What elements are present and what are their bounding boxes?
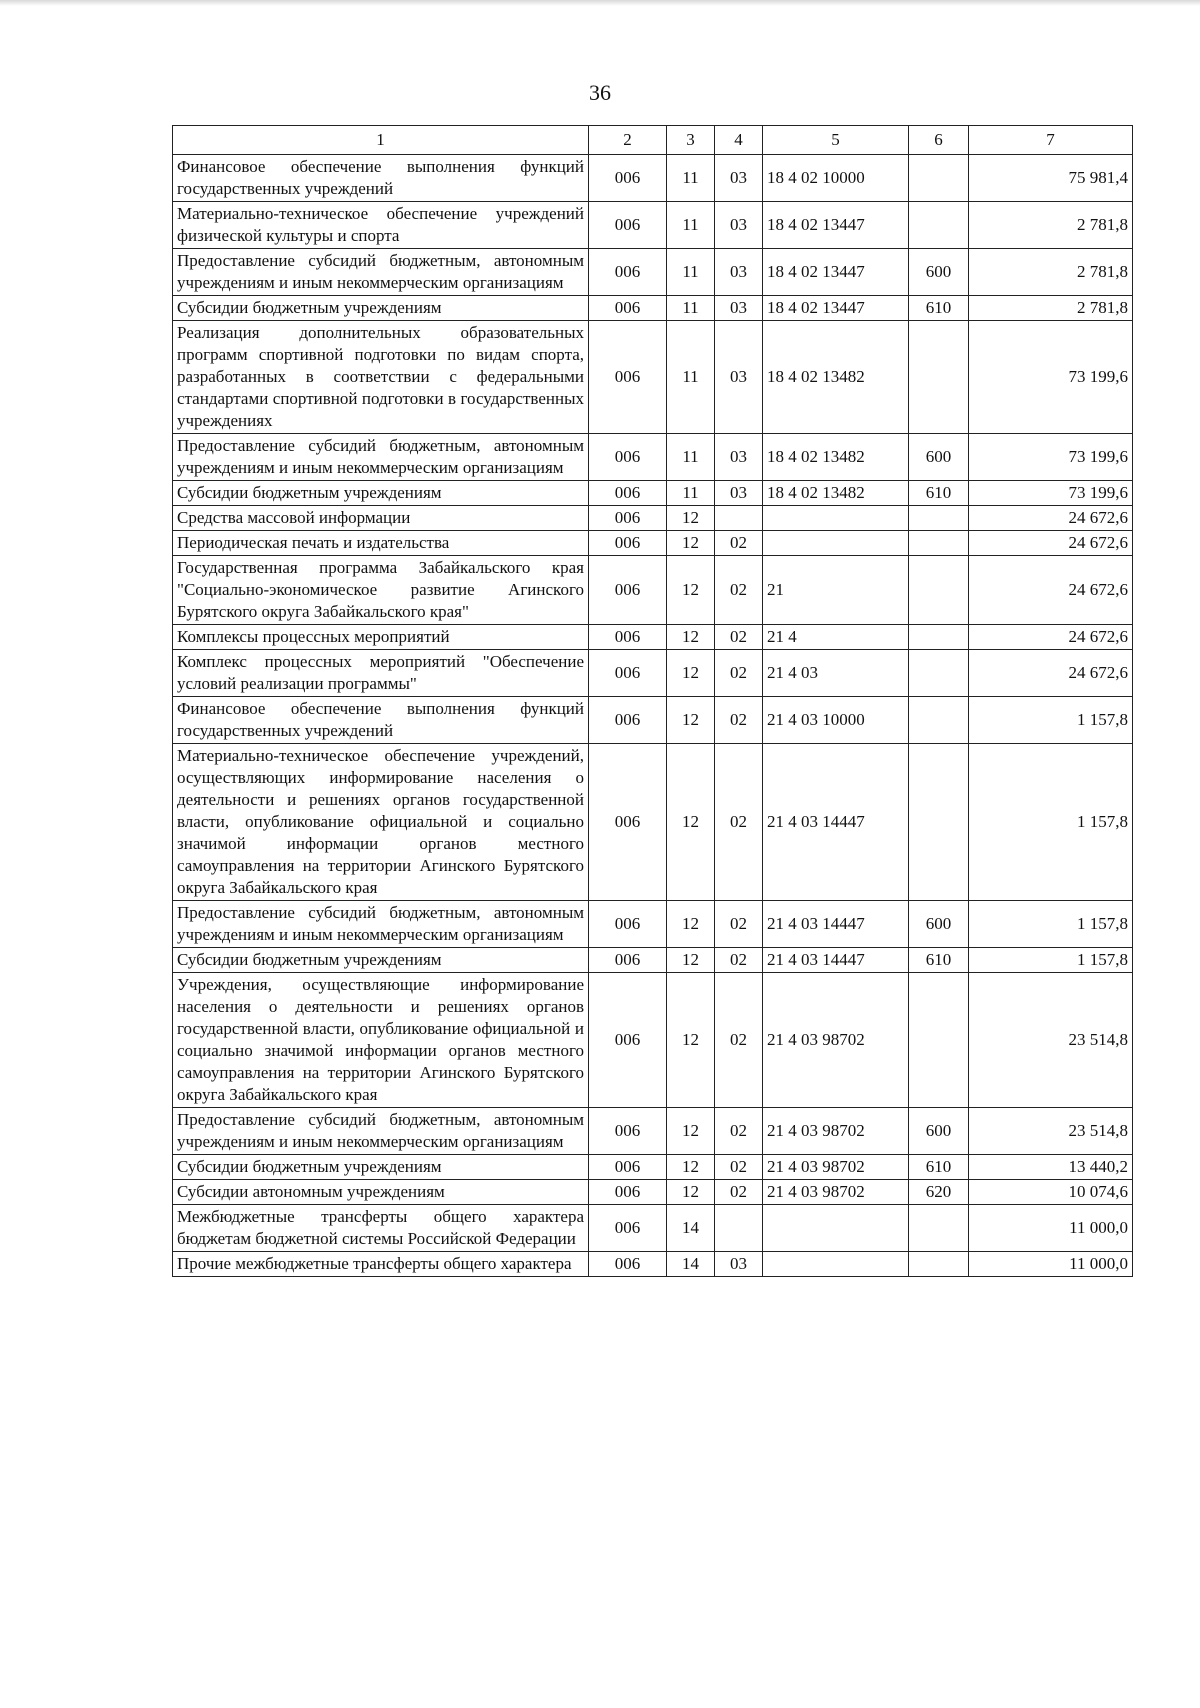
row-subsection-code: 03 <box>715 434 763 481</box>
table-row <box>173 556 1133 625</box>
row-section-code: 11 <box>667 481 715 506</box>
row-expense-type: 600 <box>909 249 969 296</box>
row-expense-type <box>909 531 969 556</box>
row-amount: 2 781,8 <box>969 202 1133 249</box>
row-amount: 24 672,6 <box>969 556 1133 625</box>
table-row <box>173 481 1133 506</box>
row-target-article: 18 4 02 10000 <box>763 155 909 202</box>
row-ministry-code: 006 <box>589 506 667 531</box>
row-section-code: 11 <box>667 202 715 249</box>
row-name: Прочие межбюджетные трансферты общего характера <box>173 1252 589 1277</box>
row-ministry-code: 006 <box>589 531 667 556</box>
row-ministry-code: 006 <box>589 948 667 973</box>
row-amount: 2 781,8 <box>969 296 1133 321</box>
row-section-code: 14 <box>667 1205 715 1252</box>
table-row <box>173 531 1133 556</box>
row-target-article: 21 <box>763 556 909 625</box>
row-target-article: 21 4 03 98702 <box>763 1108 909 1155</box>
row-subsection-code: 02 <box>715 650 763 697</box>
row-subsection-code: 02 <box>715 625 763 650</box>
table-row <box>173 434 1133 481</box>
row-ministry-code: 006 <box>589 481 667 506</box>
row-ministry-code: 006 <box>589 556 667 625</box>
row-expense-type <box>909 625 969 650</box>
row-amount: 24 672,6 <box>969 506 1133 531</box>
row-subsection-code: 03 <box>715 155 763 202</box>
header-col-4: 4 <box>715 126 763 155</box>
row-ministry-code: 006 <box>589 202 667 249</box>
row-ministry-code: 006 <box>589 901 667 948</box>
row-target-article: 18 4 02 13447 <box>763 202 909 249</box>
table-row <box>173 506 1133 531</box>
table-row <box>173 948 1133 973</box>
row-expense-type: 620 <box>909 1180 969 1205</box>
row-section-code: 12 <box>667 948 715 973</box>
row-ministry-code: 006 <box>589 697 667 744</box>
row-subsection-code: 02 <box>715 556 763 625</box>
row-subsection-code: 02 <box>715 744 763 901</box>
table-row <box>173 650 1133 697</box>
table-row <box>173 249 1133 296</box>
row-expense-type <box>909 697 969 744</box>
row-expense-type <box>909 506 969 531</box>
row-name: Средства массовой информации <box>173 506 589 531</box>
row-target-article: 18 4 02 13447 <box>763 296 909 321</box>
row-target-article: 21 4 03 14447 <box>763 901 909 948</box>
row-name: Учреждения, осуществляющие информирование населения о деятельности и решениях органов государственной власти, опубликование официальной и социально значимой информации органов местного самоуправления на территории Агинского Бурятского округа Забайкальского края <box>173 973 589 1108</box>
row-name: Материально-техническое обеспечение учреждений, осуществляющих информирование населения о деятельности и решениях органов государственной власти, опубликование официальной и социально значимой информации органов местного самоуправления на территории Агинского Бурятского округа Забайкальского края <box>173 744 589 901</box>
page-number: 36 <box>589 80 611 105</box>
row-name: Периодическая печать и издательства <box>173 531 589 556</box>
table-row <box>173 1155 1133 1180</box>
table-row <box>173 1205 1133 1252</box>
row-ministry-code: 006 <box>589 321 667 434</box>
row-section-code: 12 <box>667 697 715 744</box>
header-col-2: 2 <box>589 126 667 155</box>
row-section-code: 12 <box>667 1180 715 1205</box>
row-name: Предоставление субсидий бюджетным, автономным учреждениям и иным некоммерческим организациям <box>173 901 589 948</box>
row-target-article <box>763 506 909 531</box>
row-section-code: 12 <box>667 650 715 697</box>
row-section-code: 11 <box>667 321 715 434</box>
row-subsection-code: 03 <box>715 249 763 296</box>
row-subsection-code <box>715 1205 763 1252</box>
row-expense-type <box>909 1205 969 1252</box>
row-name: Субсидии автономным учреждениям <box>173 1180 589 1205</box>
table-row <box>173 155 1133 202</box>
row-section-code: 12 <box>667 531 715 556</box>
row-subsection-code: 03 <box>715 321 763 434</box>
row-expense-type <box>909 650 969 697</box>
row-target-article: 18 4 02 13482 <box>763 321 909 434</box>
row-name: Государственная программа Забайкальского края "Социально-экономическое развитие Агинского Бурятского округа Забайкальского края" <box>173 556 589 625</box>
row-ministry-code: 006 <box>589 744 667 901</box>
row-expense-type <box>909 556 969 625</box>
row-subsection-code: 02 <box>715 1180 763 1205</box>
header-col-7: 7 <box>969 126 1133 155</box>
row-name: Финансовое обеспечение выполнения функций государственных учреждений <box>173 155 589 202</box>
row-amount: 24 672,6 <box>969 650 1133 697</box>
table-row <box>173 1252 1133 1277</box>
row-expense-type <box>909 202 969 249</box>
row-section-code: 12 <box>667 625 715 650</box>
row-section-code: 12 <box>667 556 715 625</box>
row-target-article: 21 4 03 98702 <box>763 1180 909 1205</box>
row-subsection-code: 03 <box>715 481 763 506</box>
row-subsection-code <box>715 506 763 531</box>
row-expense-type: 600 <box>909 434 969 481</box>
row-expense-type <box>909 973 969 1108</box>
row-target-article: 18 4 02 13447 <box>763 249 909 296</box>
header-col-1: 1 <box>173 126 589 155</box>
row-amount: 11 000,0 <box>969 1205 1133 1252</box>
table-row <box>173 296 1133 321</box>
row-expense-type: 610 <box>909 1155 969 1180</box>
row-expense-type <box>909 321 969 434</box>
row-ministry-code: 006 <box>589 249 667 296</box>
row-amount: 1 157,8 <box>969 697 1133 744</box>
table-row <box>173 321 1133 434</box>
row-expense-type: 600 <box>909 1108 969 1155</box>
row-ministry-code: 006 <box>589 1108 667 1155</box>
row-ministry-code: 006 <box>589 296 667 321</box>
row-section-code: 12 <box>667 901 715 948</box>
row-subsection-code: 02 <box>715 531 763 556</box>
row-name: Комплексы процессных мероприятий <box>173 625 589 650</box>
row-section-code: 11 <box>667 434 715 481</box>
row-target-article: 21 4 03 14447 <box>763 948 909 973</box>
row-amount: 73 199,6 <box>969 321 1133 434</box>
row-amount: 23 514,8 <box>969 973 1133 1108</box>
row-target-article <box>763 1205 909 1252</box>
row-amount: 13 440,2 <box>969 1155 1133 1180</box>
row-name: Субсидии бюджетным учреждениям <box>173 948 589 973</box>
row-target-article <box>763 1252 909 1277</box>
table-row <box>173 973 1133 1108</box>
row-name: Субсидии бюджетным учреждениям <box>173 296 589 321</box>
budget-table <box>172 125 1133 1277</box>
row-amount: 1 157,8 <box>969 901 1133 948</box>
row-expense-type: 600 <box>909 901 969 948</box>
row-subsection-code: 02 <box>715 1155 763 1180</box>
row-target-article: 21 4 03 98702 <box>763 1155 909 1180</box>
row-amount: 23 514,8 <box>969 1108 1133 1155</box>
row-name: Предоставление субсидий бюджетным, автономным учреждениям и иным некоммерческим организациям <box>173 249 589 296</box>
row-target-article: 21 4 03 98702 <box>763 973 909 1108</box>
row-name: Материально-техническое обеспечение учреждений физической культуры и спорта <box>173 202 589 249</box>
row-expense-type: 610 <box>909 948 969 973</box>
header-col-5: 5 <box>763 126 909 155</box>
row-amount: 73 199,6 <box>969 434 1133 481</box>
row-expense-type: 610 <box>909 296 969 321</box>
row-subsection-code: 02 <box>715 948 763 973</box>
row-amount: 10 074,6 <box>969 1180 1133 1205</box>
header-col-6: 6 <box>909 126 969 155</box>
row-expense-type: 610 <box>909 481 969 506</box>
table-row <box>173 625 1133 650</box>
table-row <box>173 697 1133 744</box>
row-name: Межбюджетные трансферты общего характера бюджетам бюджетной системы Российской Федерации <box>173 1205 589 1252</box>
row-name: Субсидии бюджетным учреждениям <box>173 481 589 506</box>
row-target-article <box>763 531 909 556</box>
row-name: Финансовое обеспечение выполнения функций государственных учреждений <box>173 697 589 744</box>
row-ministry-code: 006 <box>589 1180 667 1205</box>
row-amount: 11 000,0 <box>969 1252 1133 1277</box>
row-ministry-code: 006 <box>589 650 667 697</box>
row-amount: 1 157,8 <box>969 948 1133 973</box>
row-section-code: 14 <box>667 1252 715 1277</box>
row-amount: 73 199,6 <box>969 481 1133 506</box>
table-row <box>173 1108 1133 1155</box>
row-name: Реализация дополнительных образовательных программ спортивной подготовки по видам спорта, разработанных в соответствии с федеральными стандартами спортивной подготовки в государственных учреждениях <box>173 321 589 434</box>
row-ministry-code: 006 <box>589 1252 667 1277</box>
row-section-code: 12 <box>667 973 715 1108</box>
row-section-code: 12 <box>667 1108 715 1155</box>
header-col-3: 3 <box>667 126 715 155</box>
row-target-article: 18 4 02 13482 <box>763 481 909 506</box>
row-amount: 75 981,4 <box>969 155 1133 202</box>
row-subsection-code: 02 <box>715 697 763 744</box>
row-target-article: 21 4 03 14447 <box>763 744 909 901</box>
table-row <box>173 202 1133 249</box>
row-name: Субсидии бюджетным учреждениям <box>173 1155 589 1180</box>
row-name: Предоставление субсидий бюджетным, автономным учреждениям и иным некоммерческим организациям <box>173 434 589 481</box>
table-row <box>173 1180 1133 1205</box>
row-amount: 1 157,8 <box>969 744 1133 901</box>
table-row <box>173 901 1133 948</box>
row-subsection-code: 03 <box>715 1252 763 1277</box>
row-section-code: 11 <box>667 249 715 296</box>
row-amount: 24 672,6 <box>969 531 1133 556</box>
row-amount: 24 672,6 <box>969 625 1133 650</box>
row-target-article: 21 4 03 <box>763 650 909 697</box>
row-section-code: 12 <box>667 506 715 531</box>
row-name: Предоставление субсидий бюджетным, автономным учреждениям и иным некоммерческим организациям <box>173 1108 589 1155</box>
row-section-code: 11 <box>667 155 715 202</box>
row-target-article: 18 4 02 13482 <box>763 434 909 481</box>
row-target-article: 21 4 <box>763 625 909 650</box>
row-name: Комплекс процессных мероприятий "Обеспечение условий реализации программы" <box>173 650 589 697</box>
row-section-code: 11 <box>667 296 715 321</box>
header-row <box>173 126 1133 155</box>
row-subsection-code: 02 <box>715 1108 763 1155</box>
row-ministry-code: 006 <box>589 625 667 650</box>
row-ministry-code: 006 <box>589 1205 667 1252</box>
row-subsection-code: 03 <box>715 202 763 249</box>
row-ministry-code: 006 <box>589 973 667 1108</box>
scan-edge <box>0 0 1200 6</box>
row-expense-type <box>909 155 969 202</box>
row-ministry-code: 006 <box>589 434 667 481</box>
row-target-article: 21 4 03 10000 <box>763 697 909 744</box>
row-expense-type <box>909 744 969 901</box>
row-expense-type <box>909 1252 969 1277</box>
row-subsection-code: 03 <box>715 296 763 321</box>
row-subsection-code: 02 <box>715 973 763 1108</box>
row-section-code: 12 <box>667 1155 715 1180</box>
table-row <box>173 744 1133 901</box>
row-ministry-code: 006 <box>589 155 667 202</box>
row-ministry-code: 006 <box>589 1155 667 1180</box>
row-subsection-code: 02 <box>715 901 763 948</box>
row-amount: 2 781,8 <box>969 249 1133 296</box>
row-section-code: 12 <box>667 744 715 901</box>
